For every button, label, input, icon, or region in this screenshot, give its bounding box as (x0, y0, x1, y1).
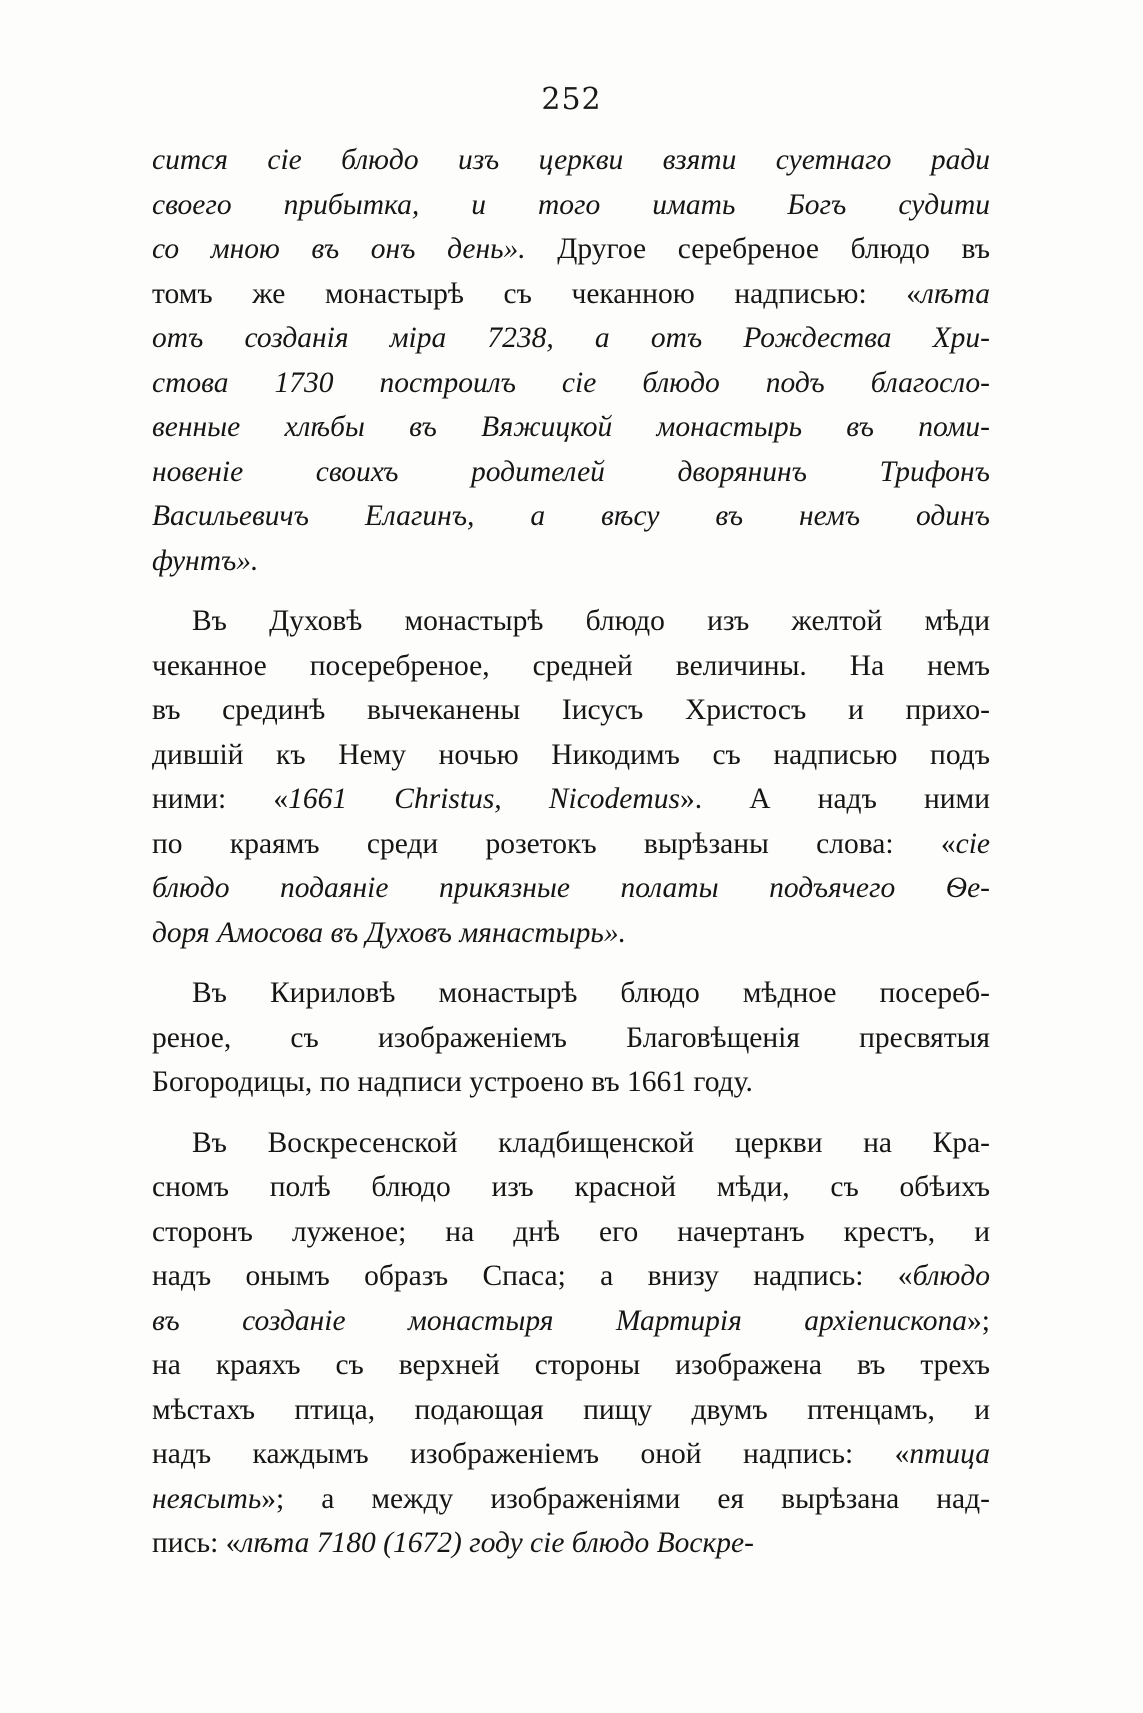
body-text (152, 138, 990, 1582)
italic-text: неясыть (152, 1482, 262, 1515)
text-line (152, 272, 990, 317)
text: дившій къ Нему ночью Никодимъ съ надписью подъ (152, 738, 990, 771)
italic-text: блюдо подаяніе прикязные полаты подъячего Ѳе- (152, 872, 990, 904)
text-line (152, 450, 990, 495)
text: Въ Духовѣ монастырѣ блюдо изъ желтой мѣди (192, 605, 990, 637)
text-line (152, 494, 990, 539)
text-line (152, 1477, 990, 1522)
text: сномъ полѣ блюдо изъ красной мѣди, съ обѣихъ (152, 1171, 990, 1203)
italic-text: отъ созданія міра 7238, а отъ Рождества Хри- (152, 322, 990, 354)
text-line (152, 733, 990, 778)
text: сторонъ луженое; на днѣ его начертанъ крестъ, и (152, 1215, 990, 1248)
text-line (152, 1210, 990, 1255)
text-line (152, 1432, 990, 1477)
text-line (152, 866, 990, 911)
text-line (152, 361, 990, 406)
text: мѣстахъ птица, подающая пищу двумъ птенцамъ, и (152, 1393, 990, 1426)
text-line (152, 539, 990, 584)
paragraph (152, 1121, 990, 1566)
italic-text: со мною въ онъ день». (152, 233, 526, 265)
text-line (152, 405, 990, 450)
paragraph (152, 138, 990, 583)
italic-text: венные хлѣбы въ Вяжицкой монастырь въ поми- (152, 411, 990, 443)
italic-text: въ созданіе монастыря Мартирія архіепископа (152, 1304, 968, 1337)
text: чеканное посеребреное, средней величины. На немъ (152, 649, 990, 682)
text: реное, съ изображеніемъ Благовѣщенія пресвятыя (152, 1021, 990, 1054)
text: »; (967, 1304, 990, 1337)
text: ». А надъ ними (679, 783, 990, 815)
text-line (152, 971, 990, 1016)
text-line (152, 688, 990, 733)
text-line (152, 227, 990, 272)
italic-text: сіе (955, 827, 990, 860)
italic-text: лѣта (921, 277, 990, 310)
text-line (152, 1165, 990, 1210)
italic-text: доря Амосова въ Духовъ мянастырь». (152, 916, 626, 949)
italic-text: сится сіе блюдо изъ церкви взяти суетнаго ради (152, 144, 990, 176)
text-line (152, 911, 990, 956)
text: на краяхъ съ верхней стороны изображена въ трехъ (152, 1349, 990, 1381)
italic-text: Васильевичъ Елагинъ, а вѣсу въ немъ одинъ (152, 500, 990, 532)
text-line (152, 1343, 990, 1388)
text: по краямъ среди розетокъ вырѣзаны слова: « (152, 827, 956, 860)
text-line (152, 777, 990, 822)
text-line (152, 1521, 990, 1566)
text-line (152, 1299, 990, 1344)
text-line (152, 138, 990, 183)
paragraph (152, 599, 990, 955)
text-line (152, 822, 990, 867)
text-line (152, 1121, 990, 1166)
text: ними: « (152, 783, 289, 815)
text: надъ онымъ образъ Спаса; а внизу надпись: « (152, 1260, 913, 1292)
text: Богородицы, по надписи устроено въ 1661 году. (152, 1066, 753, 1098)
text: пись: « (152, 1527, 241, 1559)
text-line (152, 1016, 990, 1061)
italic-text: 1661 Christus, Nicodemus (288, 783, 680, 815)
italic-text: своего прибытка, и того имать Богъ судити (152, 188, 990, 221)
text: томъ же монастырѣ съ чеканною надписью: « (152, 277, 922, 310)
text-line (152, 1388, 990, 1433)
text-line (152, 599, 990, 644)
text-line (152, 1254, 990, 1299)
text: надъ каждымъ изображеніемъ оной надпись: « (152, 1438, 910, 1470)
text: Въ Кириловѣ монастырѣ блюдо мѣдное посереб- (192, 977, 990, 1009)
text: Другое серебреное блюдо въ (525, 233, 990, 265)
italic-text: лѣта 7180 (1672) году сіе блюдо Воскре- (240, 1527, 754, 1559)
text-line (152, 644, 990, 689)
text-line (152, 183, 990, 228)
text-line (152, 1060, 990, 1105)
text: »; а между изображеніями ея вырѣзана над- (261, 1482, 990, 1515)
page-number: 252 (541, 82, 602, 117)
italic-text: фунтъ». (152, 544, 259, 577)
text: Въ Воскресенской кладбищенской церкви на Кра- (192, 1126, 990, 1159)
paragraph (152, 971, 990, 1105)
italic-text: новеніе своихъ родителей дворянинъ Трифонъ (152, 455, 990, 488)
italic-text: блюдо (912, 1260, 990, 1292)
text-line (152, 316, 990, 361)
italic-text: стова 1730 построилъ сіе блюдо подъ благосло- (152, 366, 990, 399)
italic-text: птица (909, 1438, 990, 1470)
text: въ срединѣ вычеканены Іисусъ Христосъ и прихо- (152, 694, 990, 726)
